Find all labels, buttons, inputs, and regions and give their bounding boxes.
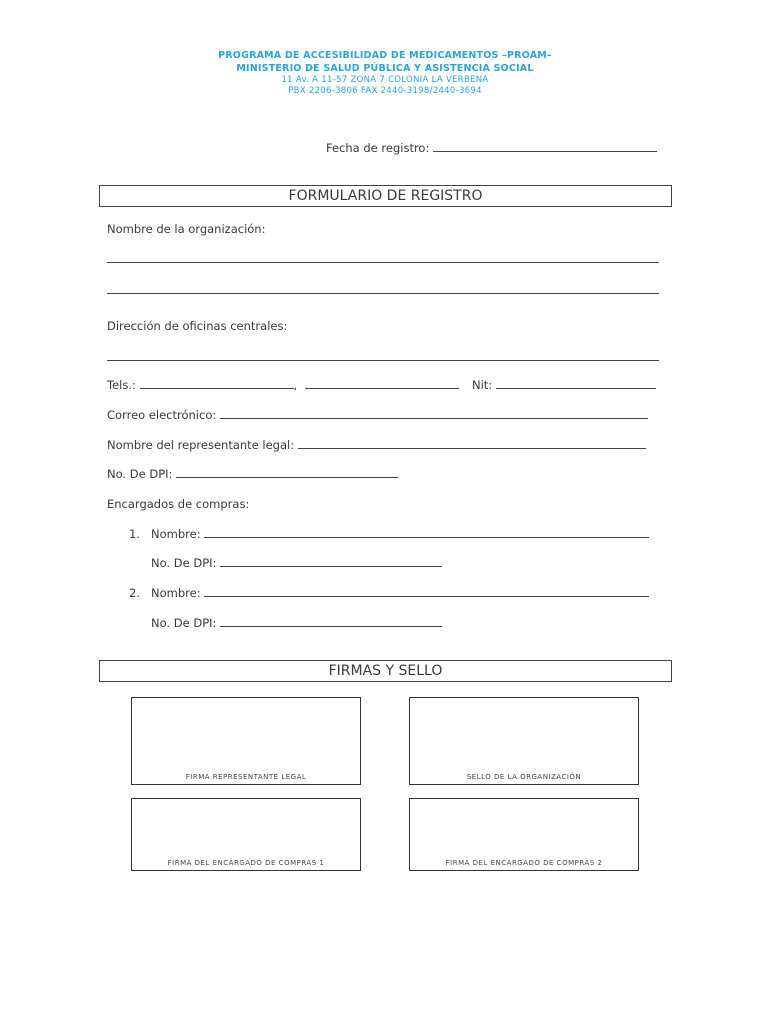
correo-row — [107, 408, 648, 422]
dpi-field[interactable] — [176, 467, 398, 478]
dpi-row — [107, 467, 398, 481]
firma-encargado-1-label: FIRMA DEL ENCARGADO DE COMPRAS 1 — [167, 859, 325, 867]
sello-organizacion-box[interactable] — [409, 697, 639, 785]
representante-row — [107, 438, 646, 452]
tel-field-2[interactable] — [305, 378, 459, 389]
direccion-label: Dirección de oficinas centrales: — [107, 319, 288, 333]
encargado-1-dpi-label: No. De DPI: — [151, 556, 217, 570]
fecha-registro-row — [326, 141, 657, 155]
firma-representante-label: FIRMA REPRESENTANTE LEGAL — [185, 773, 307, 781]
header-ministry-title: MINISTERIO DE SALUD PÚBLICA Y ASISTENCIA SOCIAL — [236, 63, 534, 74]
encargado-2-dpi-label: No. De DPI: — [151, 616, 217, 630]
firma-encargado-1-box[interactable] — [131, 798, 361, 871]
firmas-section-title: FIRMAS Y SELLO — [99, 660, 672, 682]
representante-field[interactable] — [298, 438, 646, 449]
firma-representante-box[interactable] — [131, 697, 361, 785]
fecha-registro-label: Fecha de registro: — [326, 141, 430, 155]
header-phone-fax: PBX 2206-3806 FAX 2440-3198/2440-3694 — [288, 86, 482, 96]
encargado-2-nombre-label: Nombre: — [151, 586, 201, 600]
tels-label: Tels.: — [107, 378, 136, 392]
nombre-organizacion-label: Nombre de la organización: — [107, 222, 266, 236]
representante-label: Nombre del representante legal: — [107, 438, 295, 452]
registro-section-title: FORMULARIO DE REGISTRO — [99, 185, 672, 207]
sello-organizacion-label: SELLO DE LA ORGANIZACIÓN — [466, 773, 582, 781]
dpi-label: No. De DPI: — [107, 467, 173, 481]
header-program-title: PROGRAMA DE ACCESIBILIDAD DE MEDICAMENTOS –PROAM– — [218, 50, 552, 61]
tels-row — [107, 378, 459, 392]
nombre-organizacion-line-2[interactable] — [107, 293, 659, 294]
encargado-1-dpi-row — [151, 556, 442, 570]
encargado-2-nombre-field[interactable] — [204, 586, 649, 597]
nit-label: Nit: — [472, 378, 493, 392]
encargado-2-dpi-row — [151, 616, 442, 630]
encargado-1-number: 1. — [129, 527, 140, 541]
nit-row — [472, 378, 656, 392]
encargado-1-dpi-field[interactable] — [220, 556, 442, 567]
header-address: 11 Av. A 11-57 ZONA 7 COLONIA LA VERBENA — [281, 75, 489, 85]
tels-separator: , — [293, 378, 298, 392]
encargado-1-nombre-row — [129, 527, 649, 541]
encargados-label: Encargados de compras: — [107, 497, 250, 511]
encargado-2-nombre-row — [129, 586, 649, 600]
nit-field[interactable] — [496, 378, 656, 389]
firma-encargado-2-label: FIRMA DEL ENCARGADO DE COMPRAS 2 — [445, 859, 603, 867]
nombre-organizacion-line-1[interactable] — [107, 262, 659, 263]
encargado-1-nombre-field[interactable] — [204, 527, 649, 538]
encargado-1-nombre-label: Nombre: — [151, 527, 201, 541]
encargado-2-number: 2. — [129, 586, 140, 600]
encargado-2-dpi-field[interactable] — [220, 616, 442, 627]
firma-encargado-2-box[interactable] — [409, 798, 639, 871]
correo-label: Correo electrónico: — [107, 408, 217, 422]
tel-field-1[interactable] — [140, 378, 294, 389]
correo-field[interactable] — [220, 408, 648, 419]
direccion-line[interactable] — [107, 360, 659, 361]
fecha-registro-field[interactable] — [433, 141, 657, 152]
